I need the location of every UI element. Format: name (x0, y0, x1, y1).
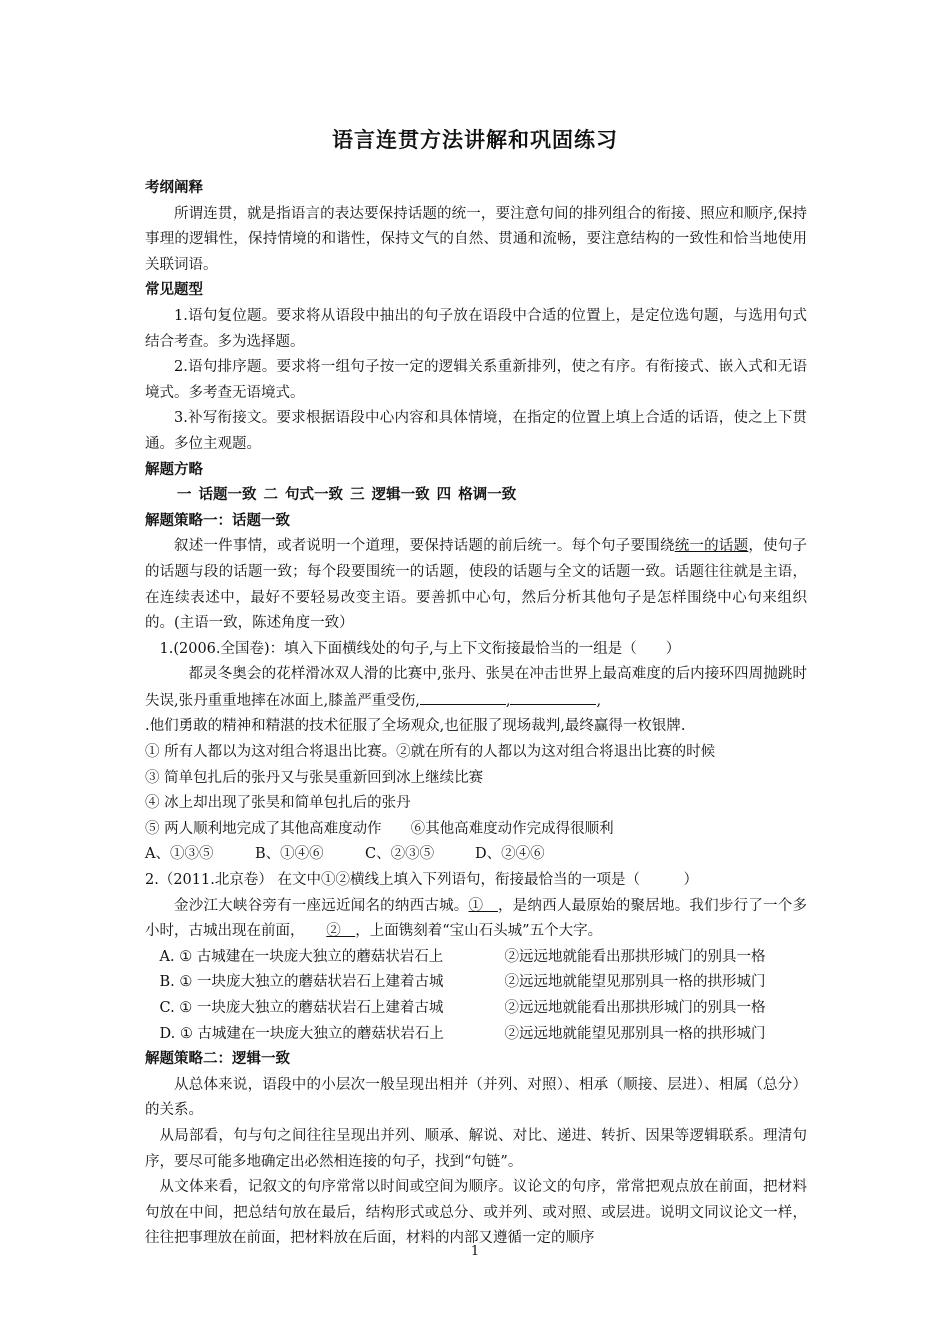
q1-sentence-3: ③ 简单包扎后的张丹又与张昊重新回到冰上继续比赛 (145, 769, 484, 786)
page-title: 语言连贯方法讲解和巩固练习 (332, 128, 618, 152)
q2-passage-c: ，上面镌刻着“宝山石头城”五个大字。 (355, 923, 603, 940)
type-item-2: 2.语句排序题。要求将一组句子按一定的逻辑关系重新排列，使之有序。有衔接式、嵌入式和无语境式。多考查无语境式。 (145, 359, 807, 401)
outline-paragraph: 所谓连贯，就是指语言的表达要保持话题的统一，要注意句间的排列组合的衔接、照应和顺序,保持事理的逻辑性，保持情境的和谐性，保持文气的自然、贯通和流畅，要注意结构的一致性和恰当地使用关联词语。 (145, 205, 807, 273)
q2-passage (145, 894, 807, 945)
q1-option-d: D、②④⑥ (475, 846, 545, 863)
q2-choice-d (145, 1022, 807, 1048)
strategy2-paragraph-2: 从局部看，句与句之间往往呈现出并列、顺承、解说、对比、递进、转折、因果等逻辑联系。理清句序，要尽可能多地确定出必然相连接的句子，找到“句链”。 (145, 1127, 807, 1170)
q2-choice-c-part1: C. ① 一块庞大独立的蘑菇状岩石上建着古城 (159, 1000, 444, 1016)
q2-choice-a-part2: ②远远地就能看出那拱形城门的别具一格 (504, 948, 766, 965)
q1-passage (145, 662, 807, 714)
q2-choice-a-part1: A. ① 古城建在一块庞大独立的蘑菇状岩石上 (159, 948, 444, 965)
q2-passage-a: 金沙江大峡谷旁有一座远近闻名的纳西古城。 (174, 897, 469, 914)
document-body (145, 176, 807, 1252)
q1-sentence-4: ④ 冰上却出现了张昊和简单包扎后的张丹 (145, 795, 411, 812)
section-heading-outline: 考纲阐释 (145, 180, 203, 196)
q1-comma-end: , (596, 692, 602, 709)
strategy1-paragraph (145, 534, 807, 636)
q2-choice-b (145, 970, 807, 996)
type-item-1: 1.语句复位题。要求将从语段中抽出的句子放在语段中合适的位置上，是定位选句题，与选用句式结合考查。多为选择题。 (145, 307, 807, 350)
q2-passage-b: ，是纳西人最原始的聚居地。我们步行了一个多小时，古城出现在前面， (145, 897, 808, 940)
q1-blank-2[interactable] (510, 688, 596, 705)
q1-option-c: C、②③⑤ (365, 846, 435, 863)
q2-stem: 2.（2011.北京卷） 在文中①②横线上填入下列语句，衔接最恰当的一项是（ ） (145, 872, 698, 889)
q2-choice-b-part2: ②远远地就能望见那别具一格的拱形城门 (504, 974, 766, 991)
q1-comma: , (505, 692, 511, 709)
q1-stem: 1.(2006.全国卷)：填入下面横线处的句子,与上下文衔接最恰当的一组是（ ） (159, 640, 681, 657)
page-number: 1 (470, 1244, 480, 1259)
strategy2-heading: 解题策略二：逻辑一致 (145, 1051, 290, 1068)
strategy1-text-b: ，使句子的话题与段的话题一致；每个段要围统一的话题，使段的话题与全文的话题一致。话题往往就是主语，在连续表述中，最好不要轻易改变主语。要善抓中心句，然后分析其他句子是怎样围绕中心句来组织的。(主语一致，陈述角度一致） (145, 538, 808, 632)
type-item-3: 3.补写衔接文。要求根据语段中心内容和具体情境，在指定的位置上填上合适的话语，使之上下贯通。多位主观题。 (145, 410, 807, 452)
q1-sentence-1-2: ① 所有人都以为这对组合将退出比赛。②就在所有的人都以为这对组合将退出比赛的时候 (145, 744, 716, 761)
section-heading-types: 常见题型 (145, 282, 203, 299)
q2-choice-c (145, 996, 807, 1022)
section-heading-strategy: 解题方略 (145, 461, 203, 478)
q1-options (145, 842, 807, 868)
q2-choice-c-part2: ②远远地就能看出那拱形城门的别具一格 (504, 1000, 766, 1016)
q2-blank-1: ① (468, 897, 498, 914)
q1-option-b: B、①④⑥ (255, 846, 324, 863)
q2-choice-d-part2: ②远远地就能望见那别具一格的拱形城门 (504, 1025, 766, 1042)
strategy1-underlined: 统一的话题 (674, 538, 749, 555)
q2-choice-d-part1: D. ① 古城建在一块庞大独立的蘑菇状岩石上 (159, 1025, 444, 1042)
strategy-list: 一 话题一致 二 句式一致 三 逻辑一致 四 格调一致 (176, 487, 517, 504)
strategy2-paragraph-1: 从总体来说，语段中的小层次一般呈现出相并（并列、对照）、相承（顺接、层进）、相属（总分）的关系。 (145, 1076, 807, 1119)
q1-passage-a: 都灵冬奥会的花样滑冰双人滑的比赛中,张丹、张昊在冲击世界上最高难度的后内接环四周抛跳时失误,张丹重重地摔在冰面上,膝盖严重受伤, (145, 666, 807, 709)
q1-blank-1[interactable] (420, 688, 506, 705)
strategy1-text-a: 叙述一件事情，或者说明一个道理，要保持话题的前后统一。每个句子要围绕 (174, 538, 675, 555)
q1-passage-b: .他们勇敢的精神和精湛的技术征服了全场观众,也征服了现场裁判,最终赢得一枚银牌. (145, 718, 686, 735)
q2-blank-2: ② (326, 923, 356, 940)
q2-choice-b-part1: B. ① 一块庞大独立的蘑菇状岩石上建着古城 (159, 974, 444, 991)
strategy2-paragraph-3: 从文体来看，记叙文的句序常常以时间或空间为顺序。议论文的句序，常常把观点放在前面，把材料句放在中间，把总结句放在最后，结构形式或总分、或并列、或对照、或层进。说明文同议论文一样， 往往把事理放在前面，把材料放在后面，材料的内部又遵循一定的顺序 (145, 1179, 807, 1247)
q1-option-a: A、①③⑤ (145, 846, 214, 863)
q1-sentence-5-6: ⑤ 两人顺利地完成了其他高难度动作 ⑥其他高难度动作完成得很顺利 (145, 820, 614, 837)
q2-choice-a (145, 945, 807, 971)
strategy1-heading: 解题策略一：话题一致 (145, 512, 290, 529)
